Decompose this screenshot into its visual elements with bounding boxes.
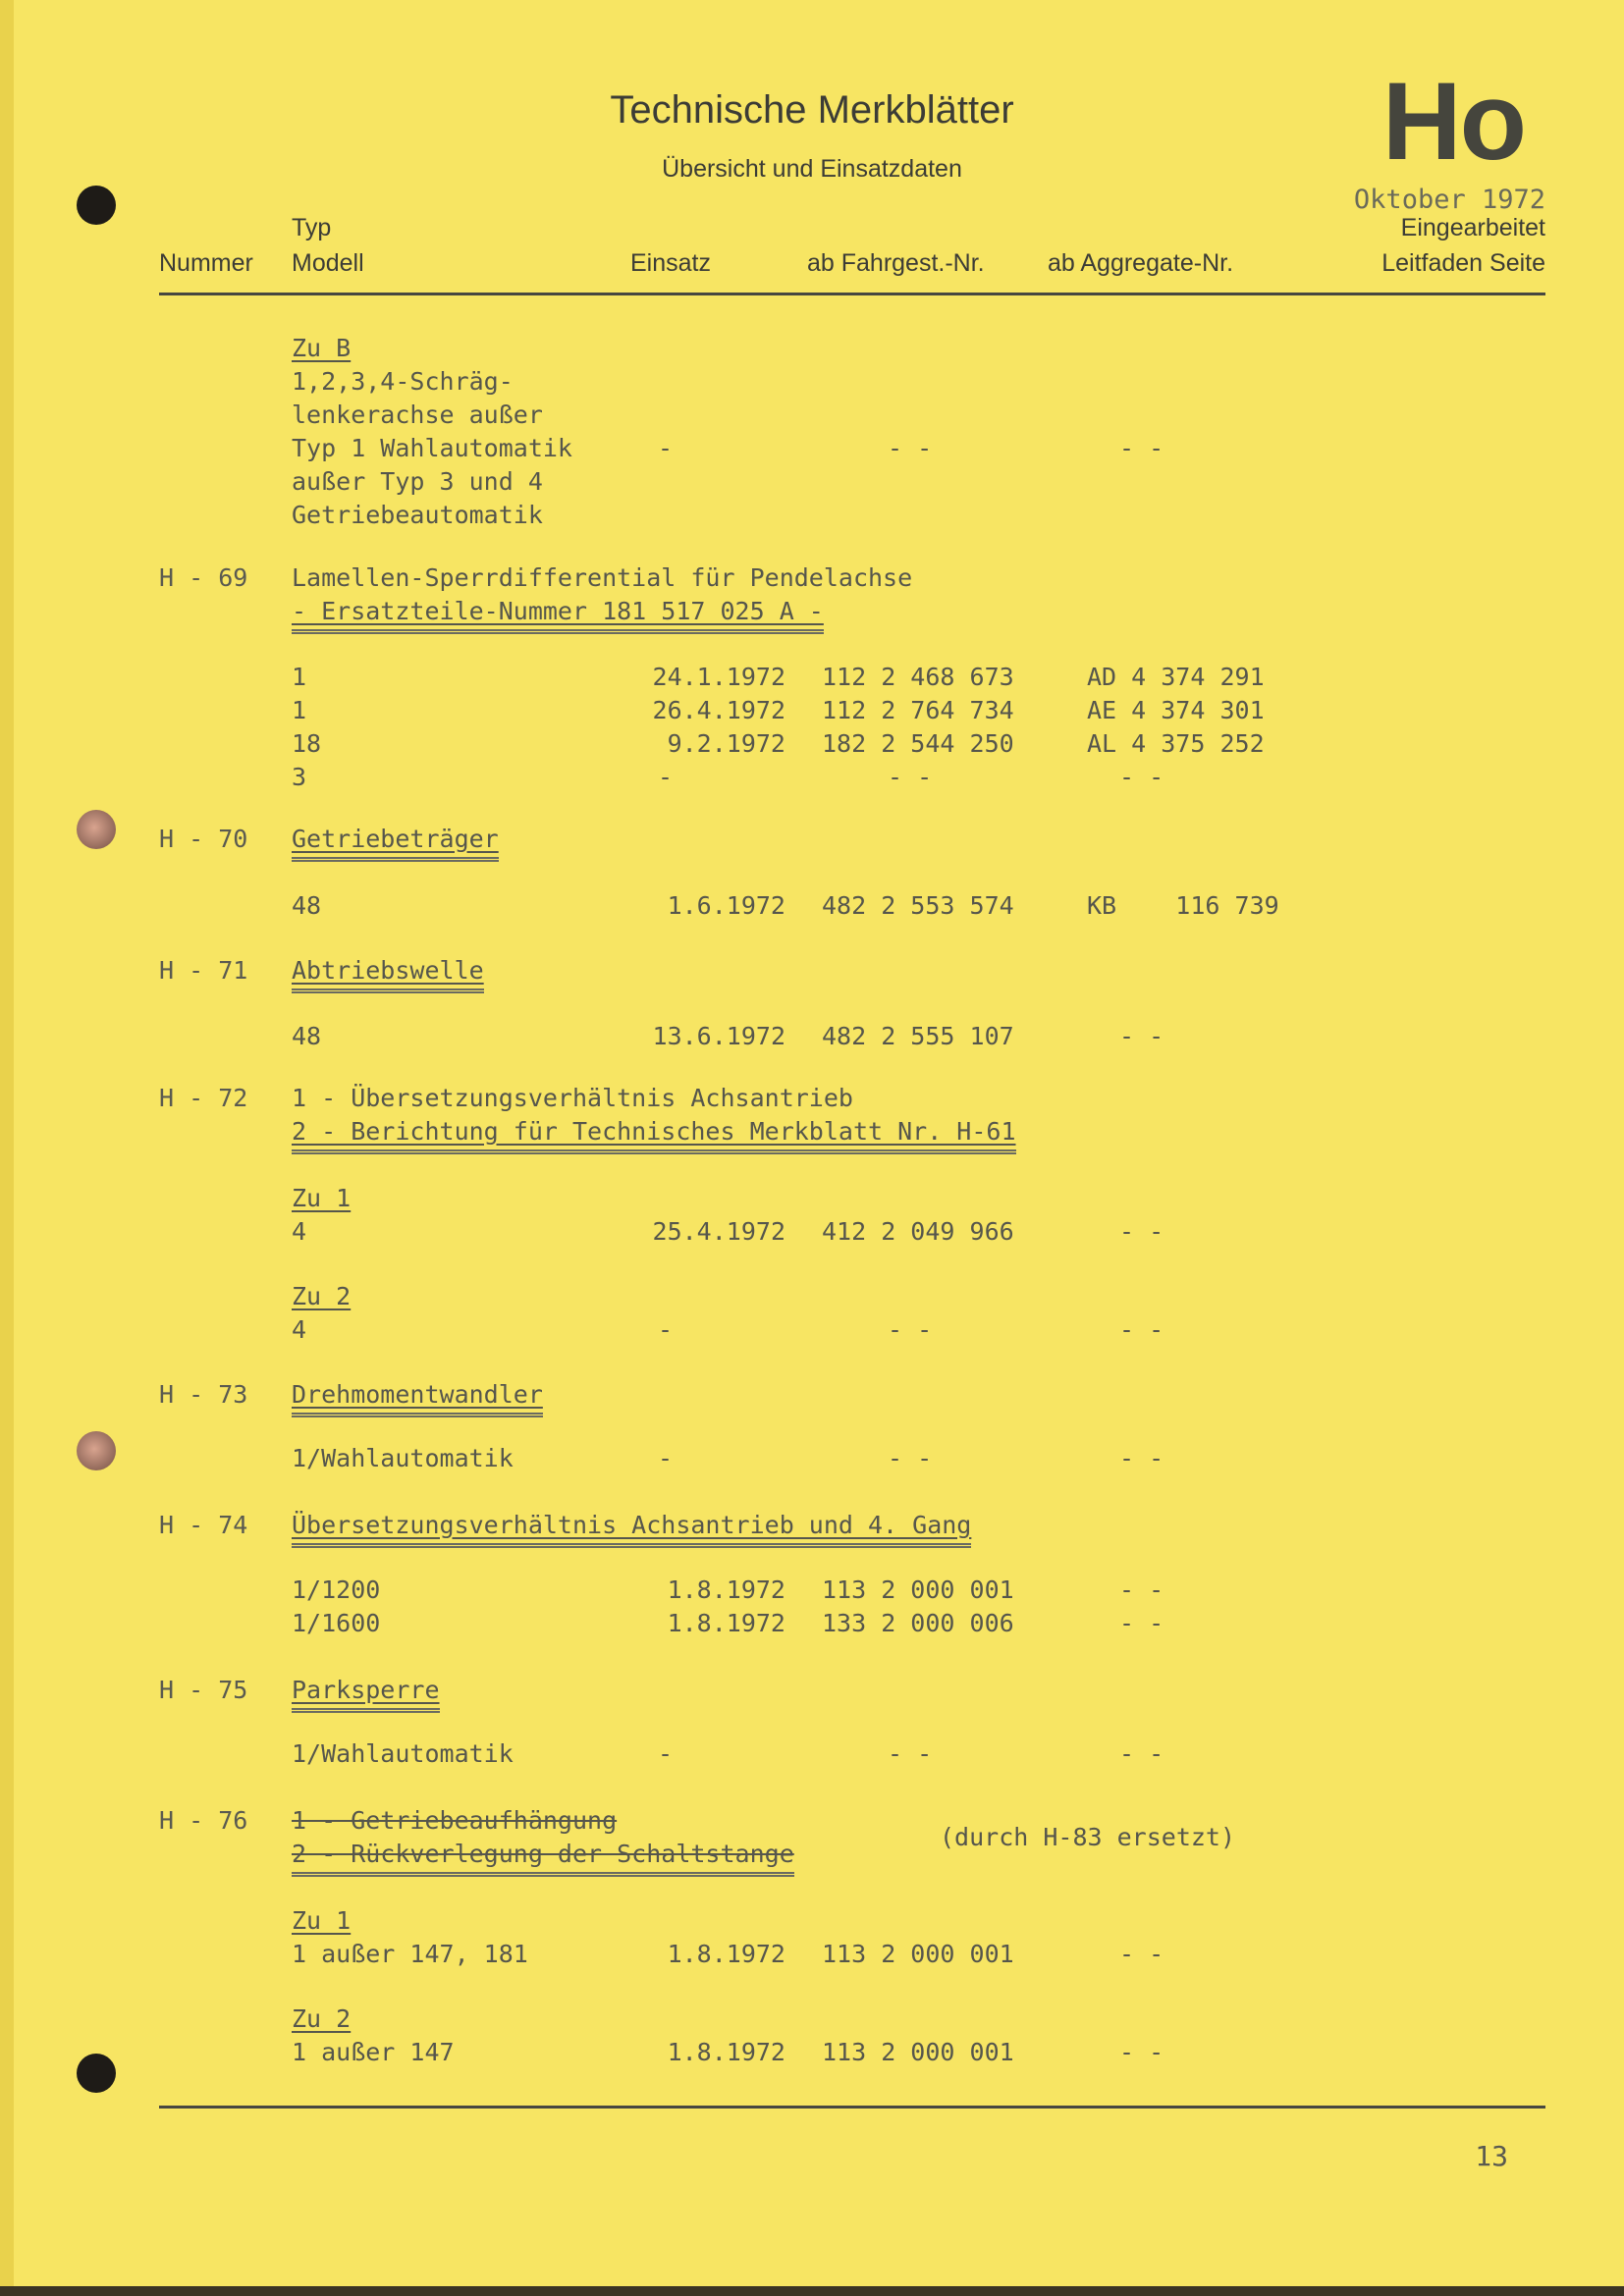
issue-date: Oktober 1972 [1353,185,1545,215]
row-aggregate: - - [1119,1940,1164,1968]
row-fahrgest: 482 2 553 574 [822,891,1014,920]
row-typ: 3 [292,763,307,791]
col-header-typ: Typ [292,214,332,241]
replacement-note: (durch H-83 ersetzt) [940,1823,1236,1851]
col-header-aggregate: ab Aggregate-Nr. [1048,249,1234,277]
row-fahrgest: - - [888,763,933,791]
zu-b-heading: Zu B [292,334,352,362]
row-typ: 1/1200 [292,1575,381,1604]
row-typ: 1 außer 147 [292,2038,455,2066]
entry-title: Übersetzungsverhältnis Achsantrieb und 4. Gang [292,1509,971,1548]
row-typ: 48 [292,891,322,920]
row-einsatz: 1.8.1972 [667,1940,785,1968]
entry-number: H - 73 [159,1380,248,1409]
row-einsatz: 13.6.1972 [652,1022,785,1050]
punch-hole [77,1431,116,1470]
col-header-modell: Modell [292,249,364,277]
row-aggregate: - - [1119,1575,1164,1604]
row-typ: 1/1600 [292,1609,381,1637]
row-einsatz: - [658,1739,674,1768]
ho-logo: Ho [1381,60,1525,183]
row-aggregate: - - [1119,1444,1164,1472]
row-einsatz: - [658,763,674,791]
page-bottom-edge [0,2286,1624,2296]
zu-b-line: 1,2,3,4-Schräg- [292,367,514,396]
row-aggregate: - - [1119,1217,1164,1246]
entry-subtitle: 2 - Berichtung für Technisches Merkblatt Nr. H-61 [292,1115,1016,1154]
row-fahrgest: - - [888,1739,933,1768]
row-fahrgest: 113 2 000 001 [822,1575,1014,1604]
col-header-nummer: Nummer [159,249,253,277]
header-rule [159,293,1545,295]
punch-hole [77,186,116,225]
row-aggregate: AL 4 375 252 [1087,729,1265,758]
row-aggregate: - - [1119,1609,1164,1637]
entry-subtitle: - Ersatzteile-Nummer 181 517 025 A - [292,595,824,634]
row-einsatz: - [658,1444,674,1472]
zu-heading: Zu 2 [292,1282,352,1310]
col-header-fahrgest: ab Fahrgest.-Nr. [807,249,985,277]
page-subtitle: Übersicht und Einsatzdaten [662,155,962,183]
entry-number: H - 72 [159,1084,248,1112]
row-typ: 1/Wahlautomatik [292,1444,514,1472]
row-fahrgest: 182 2 544 250 [822,729,1014,758]
entry-title: Abtriebswelle [292,954,484,993]
zu-b-aggregate: - - [1119,434,1164,462]
entry-number: H - 70 [159,825,248,853]
entry-title: Drehmomentwandler [292,1378,543,1417]
punch-hole [77,2054,116,2093]
col-header-einsatz: Einsatz [630,249,711,277]
entry-number: H - 71 [159,956,248,985]
row-typ: 48 [292,1022,322,1050]
row-einsatz: 1.8.1972 [667,1575,785,1604]
row-typ: 1 [292,663,307,691]
row-fahrgest: 412 2 049 966 [822,1217,1014,1246]
row-aggregate: - - [1119,1315,1164,1344]
row-aggregate: - - [1119,1739,1164,1768]
zu-heading: Zu 2 [292,2004,352,2033]
row-einsatz: 24.1.1972 [652,663,785,691]
row-einsatz: 25.4.1972 [652,1217,785,1246]
col-header-leitfaden: Leitfaden Seite [1381,249,1545,277]
entry-title: Getriebeträger [292,823,499,862]
row-typ: 1 außer 147, 181 [292,1940,528,1968]
row-fahrgest: 482 2 555 107 [822,1022,1014,1050]
row-aggregate: AE 4 374 301 [1087,696,1265,724]
zu-heading: Zu 1 [292,1906,352,1935]
row-einsatz: - [658,1315,674,1344]
row-aggregate: - - [1119,2038,1164,2066]
row-fahrgest: 113 2 000 001 [822,1940,1014,1968]
entry-title: Parksperre [292,1674,440,1713]
row-einsatz: 1.8.1972 [667,1609,785,1637]
row-typ: 1/Wahlautomatik [292,1739,514,1768]
row-fahrgest: 113 2 000 001 [822,2038,1014,2066]
entry-number: H - 76 [159,1806,248,1835]
entry-title: 1 - Getriebeaufhängung [292,1806,618,1835]
page-title: Technische Merkblätter [610,88,1014,132]
entry-title: 1 - Übersetzungsverhältnis Achsantrieb [292,1084,853,1112]
row-fahrgest: 112 2 468 673 [822,663,1014,691]
zu-b-line: lenkerachse außer [292,400,543,429]
row-fahrgest: - - [888,1315,933,1344]
row-typ: 4 [292,1217,307,1246]
row-aggregate: - - [1119,1022,1164,1050]
col-header-eingearbeitet: Eingearbeitet [1400,214,1545,241]
row-aggregate: KB 116 739 [1087,891,1279,920]
row-fahrgest: 133 2 000 006 [822,1609,1014,1637]
row-einsatz: 9.2.1972 [667,729,785,758]
row-einsatz: 1.8.1972 [667,2038,785,2066]
footer-rule [159,2106,1545,2109]
entry-number: H - 75 [159,1676,248,1704]
punch-hole [77,810,116,849]
row-typ: 4 [292,1315,307,1344]
row-aggregate: - - [1119,763,1164,791]
entry-title: Lamellen-Sperrdifferential für Pendelachse [292,563,913,592]
row-fahrgest: 112 2 764 734 [822,696,1014,724]
zu-b-line: Getriebeautomatik [292,501,543,529]
zu-b-line: außer Typ 3 und 4 [292,467,543,496]
entry-subtitle: 2 - Rückverlegung der Schaltstange [292,1838,794,1877]
page-number: 13 [1475,2140,1508,2172]
zu-b-einsatz: - [658,434,674,462]
row-typ: 18 [292,729,322,758]
zu-b-fahrgest: - - [888,434,933,462]
entry-number: H - 74 [159,1511,248,1539]
row-fahrgest: - - [888,1444,933,1472]
zu-b-line: Typ 1 Wahlautomatik [292,434,572,462]
row-aggregate: AD 4 374 291 [1087,663,1265,691]
row-einsatz: 26.4.1972 [652,696,785,724]
row-typ: 1 [292,696,307,724]
row-einsatz: 1.6.1972 [667,891,785,920]
entry-number: H - 69 [159,563,248,592]
page-left-edge [0,0,14,2296]
zu-heading: Zu 1 [292,1184,352,1212]
